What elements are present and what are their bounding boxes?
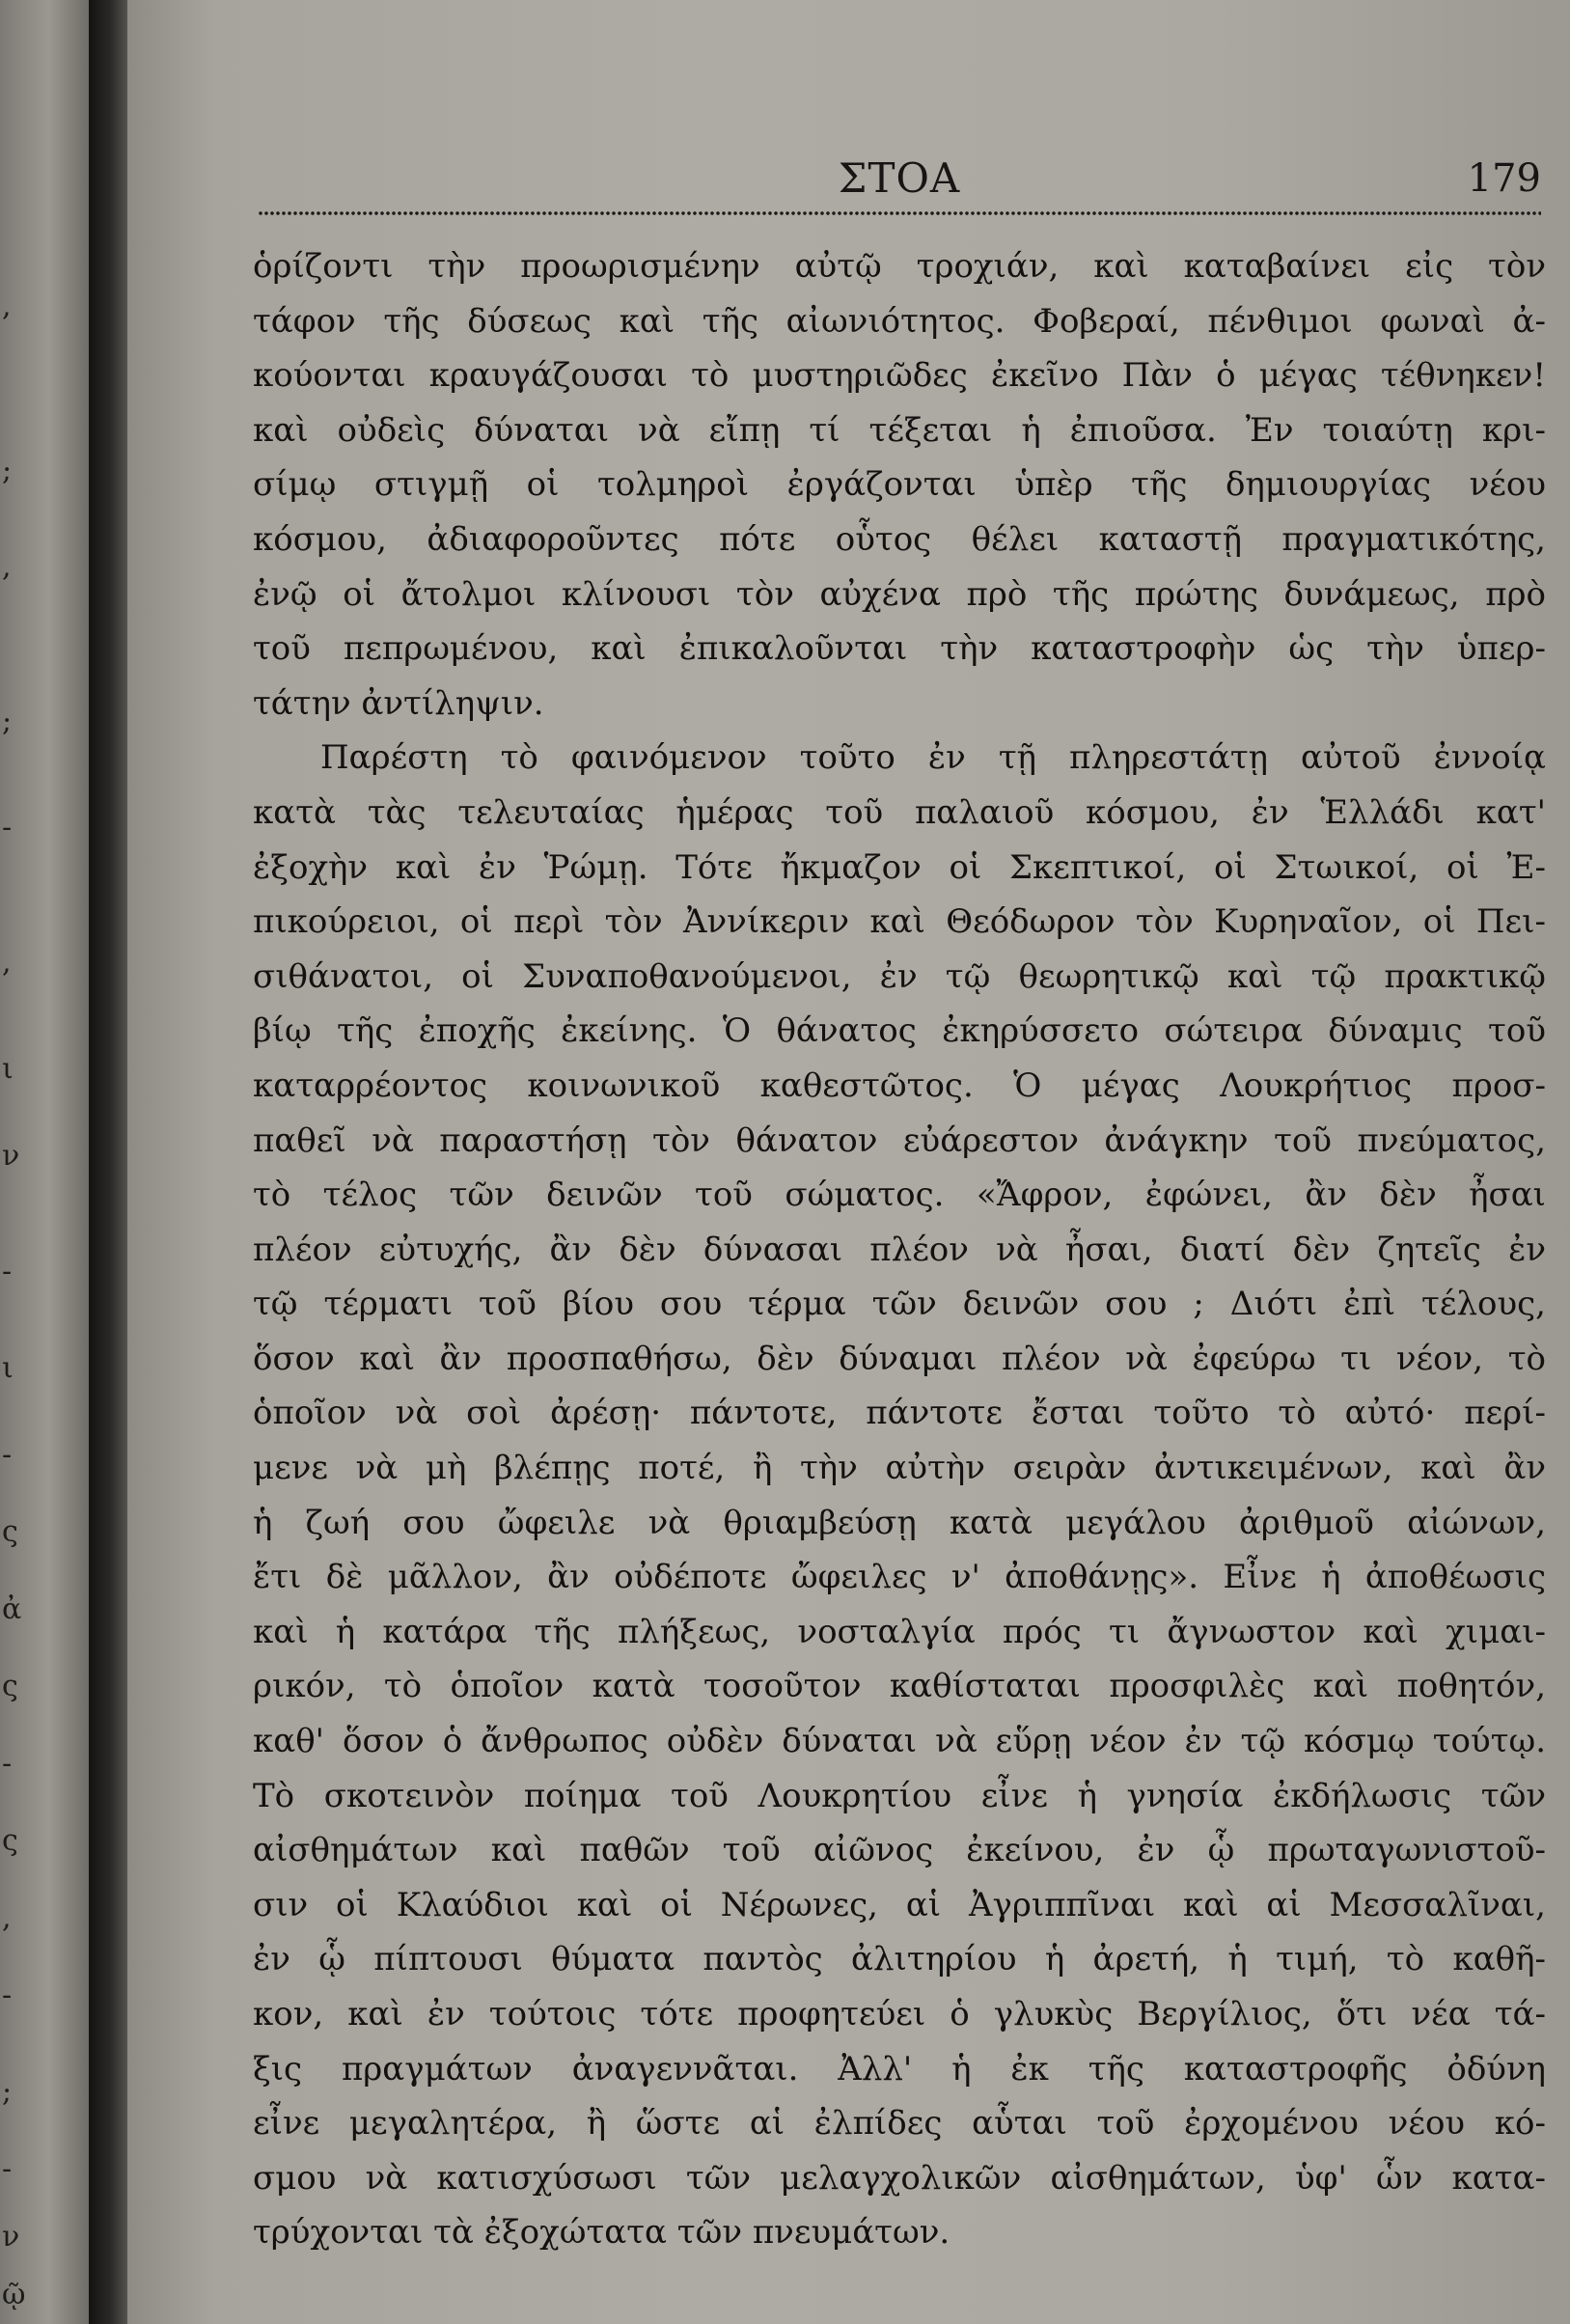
margin-mark: - xyxy=(2,2152,13,2186)
margin-mark: ς xyxy=(2,1515,18,1549)
text-line: καθ' ὅσον ὁ ἄνθρωπος οὐδὲν δύναται νὰ εὕρῃ νέον ἐν τῷ κόσμῳ τούτῳ. xyxy=(253,1722,1546,1761)
text-line: ὁποῖον νὰ σοὶ ἀρέσῃ· πάντοτε, πάντοτε ἔσται τοῦτο τὸ αὐτό· περί- xyxy=(253,1394,1546,1433)
margin-mark: ι xyxy=(2,1052,14,1086)
text-line: ἐξοχὴν καὶ ἐν Ῥώμῃ. Τότε ἤκμαζον οἱ Σκεπτικοί, οἱ Στωικοί, οἱ Ἐ- xyxy=(253,847,1546,887)
margin-mark: ν xyxy=(2,1139,20,1173)
text-line: ὁρίζοντι τὴν προωρισμένην αὐτῷ τροχιάν, καὶ καταβαίνει εἰς τὸν xyxy=(253,247,1546,286)
text-line: καὶ οὐδεὶς δύναται νὰ εἴπῃ τί τέξεται ἡ ἐπιοῦσα. Ἐν τοιαύτῃ κρι- xyxy=(253,410,1546,450)
text-line: καὶ ἡ κατάρα τῆς πλήξεως, νοσταλγία πρός τι ἄγνωστον καὶ χιμαι- xyxy=(253,1612,1546,1651)
text-line: τοῦ πεπρωμένου, καὶ ἐπικαλοῦνται τὴν καταστροφὴν ὡς τὴν ὑπερ- xyxy=(253,629,1546,669)
margin-mark: , xyxy=(2,550,12,584)
text-line: βίῳ τῆς ἐποχῆς ἐκείνης. Ὁ θάνατος ἐκηρύσσετο σώτειρα δύναμις τοῦ xyxy=(253,1011,1546,1051)
text-line: πικούρειοι, οἱ περὶ τὸν Ἀννίκεριν καὶ Θεόδωρον τὸν Κυρηναῖον, οἱ Πει- xyxy=(253,902,1546,942)
margin-mark: ; xyxy=(2,2075,13,2109)
text-line: σιθάνατοι, οἱ Συναποθανούμενοι, ἐν τῷ θεωρητικῷ καὶ τῷ πρακτικῷ xyxy=(253,956,1546,996)
margin-mark: - xyxy=(2,1438,13,1472)
text-line: κον, καὶ ἐν τούτοις τότε προφητεύει ὁ γλυκὺς Βεργίλιος, ὅτι νέα τά- xyxy=(253,1995,1546,2034)
text-line: τρύχονται τὰ ἐξοχώτατα τῶν πνευμάτων. xyxy=(253,2213,950,2253)
margin-mark: - xyxy=(2,811,13,844)
margin-mark: , xyxy=(2,290,12,323)
margin-mark: ι xyxy=(2,1351,14,1385)
body-text xyxy=(253,239,1546,2260)
margin-mark: ν xyxy=(2,2220,20,2254)
text-line: κόσμου, ἀδιαφοροῦντες πότε οὗτος θέλει καταστῇ πραγματικότης, xyxy=(253,519,1546,559)
text-line: ἡ ζωή σου ὤφειλε νὰ θριαμβεύσῃ κατὰ μεγάλου ἀριθμοῦ αἰώνων, xyxy=(253,1503,1546,1542)
margin-mark: ς xyxy=(2,1824,18,1858)
text-line: ἐν ᾧ πίπτουσι θύματα παντὸς ἀλιτηρίου ἡ ἀρετή, ἡ τιμή, τὸ καθῆ- xyxy=(253,1940,1546,1979)
text-line: αἰσθημάτων καὶ παθῶν τοῦ αἰῶνος ἐκείνου, ἐν ᾧ πρωταγωνιστοῦ- xyxy=(253,1831,1546,1870)
text-line: σμου νὰ κατισχύσωσι τῶν μελαγχολικῶν αἰσθημάτων, ὑφ' ὧν κατα- xyxy=(253,2158,1546,2198)
margin-mark: - xyxy=(2,1978,13,2012)
header-rule xyxy=(258,210,1541,216)
margin-mark: - xyxy=(2,1255,13,1288)
text-line: εἶνε μεγαλητέρα, ἢ ὥστε αἱ ἐλπίδες αὗται τοῦ ἐρχομένου νέου κό- xyxy=(253,2104,1546,2144)
text-line: καταρρέοντος κοινωνικοῦ καθεστῶτος. Ὁ μέγας Λουκρήτιος προσ- xyxy=(253,1065,1546,1105)
text-line: κούονται κραυγάζουσαι τὸ μυστηριῶδες ἐκεῖνο Πὰν ὁ μέγας τέθνηκεν! xyxy=(253,356,1546,396)
margin-mark: , xyxy=(2,1901,12,1935)
margin-mark: ῷ xyxy=(2,2278,26,2311)
text-line: τὸ τέλος τῶν δεινῶν τοῦ σώματος. «Ἄφρον, ἐφώνει, ἂν δὲν ἦσαι xyxy=(253,1176,1546,1215)
text-line: ρικόν, τὸ ὁποῖον κατὰ τοσοῦτον καθίσταται προσφιλὲς καὶ ποθητόν, xyxy=(253,1667,1546,1706)
text-line: ἔτι δὲ μᾶλλον, ἂν οὐδέποτε ὤφειλες ν' ἀποθάνῃς». Εἶνε ἡ ἀποθέωσις xyxy=(253,1558,1546,1597)
running-head: ΣΤΟΑ xyxy=(838,154,961,202)
text-line: τῷ τέρματι τοῦ βίου σου τέρμα τῶν δεινῶν σου ; Διότι ἐπὶ τέλους, xyxy=(253,1285,1546,1324)
margin-mark: ; xyxy=(2,454,13,487)
page-number: 179 xyxy=(1467,156,1541,201)
text-line: κατὰ τὰς τελευταίας ἡμέρας τοῦ παλαιοῦ κόσμου, ἐν Ἑλλάδι κατ' xyxy=(253,792,1546,832)
text-line: σίμῳ στιγμῇ οἱ τολμηροὶ ἐργάζονται ὑπὲρ τῆς δημιουργίας νέου xyxy=(253,465,1546,505)
margin-mark: ἀ xyxy=(2,1592,22,1626)
text-line: ἐνῷ οἱ ἄτολμοι κλίνουσι τὸν αὐχένα πρὸ τῆς πρώτης δυνάμεως, πρὸ xyxy=(253,574,1546,614)
text-line: τάτην ἀντίληψιν. xyxy=(253,683,544,723)
previous-page-edge xyxy=(0,0,89,2324)
text-line: τάφον τῆς δύσεως καὶ τῆς αἰωνιότητος. Φοβεραί, πένθιμοι φωναὶ ἀ- xyxy=(253,301,1546,341)
margin-mark: ς xyxy=(2,1670,18,1703)
text-line: Παρέστη τὸ φαινόμενον τοῦτο ἐν τῇ πληρεστάτῃ αὐτοῦ ἐννοίᾳ xyxy=(320,738,1546,778)
margin-mark: ; xyxy=(2,705,13,738)
text-line: σιν οἱ Κλαύδιοι καὶ οἱ Νέρωνες, αἱ Ἀγριππῖναι καὶ αἱ Μεσσαλῖναι, xyxy=(253,1885,1546,1924)
previous-page-margin-marks xyxy=(2,0,27,2324)
text-line: ὅσον καὶ ἂν προσπαθήσω, δὲν δύναμαι πλέον νὰ ἐφεύρω τι νέον, τὸ xyxy=(253,1339,1546,1378)
page-header xyxy=(258,154,1541,208)
text-line: Τὸ σκοτεινὸν ποίημα τοῦ Λουκρητίου εἶνε ἡ γνησία ἐκδήλωσις τῶν xyxy=(253,1776,1546,1815)
margin-mark: , xyxy=(2,946,12,980)
text-line: μενε νὰ μὴ βλέπῃς ποτέ, ἢ τὴν αὐτὴν σειρὰν ἀντικειμένων, καὶ ἂν xyxy=(253,1449,1546,1488)
text-line: πλέον εὐτυχής, ἂν δὲν δύνασαι πλέον νὰ ἦσαι, διατί δὲν ζητεῖς ἐν xyxy=(253,1230,1546,1269)
margin-mark: - xyxy=(2,1747,13,1781)
text-line: παθεῖ νὰ παραστήσῃ τὸν θάνατον εὐάρεστον ἀνάγκην τοῦ πνεύματος, xyxy=(253,1120,1546,1160)
book-page xyxy=(127,0,1570,2324)
binding-gutter xyxy=(89,0,127,2324)
text-line: ξις πραγμάτων ἀναγεννᾶται. Ἀλλ' ἡ ἐκ τῆς καταστροφῆς ὀδύνη xyxy=(253,2049,1546,2089)
